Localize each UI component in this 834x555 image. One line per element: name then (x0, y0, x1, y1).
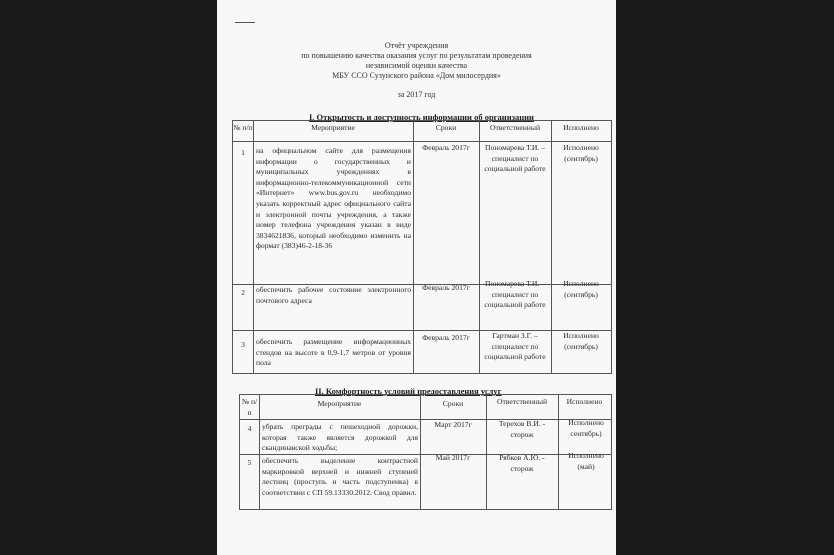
document-page (217, 0, 616, 555)
table-row-status: Исполнено (май) (568, 451, 604, 471)
table-row-responsible: Пономарева Т.И. – специалист по социальной работе (484, 279, 546, 310)
table-row-term: Март 2017г (434, 420, 472, 429)
table-row-event: на официальном сайте для размещения информации о государственных и муниципальных учреждениях в информационно-телекоммуникационной сети «Интернет» www.bus.gov.ru необходимо указать корректный адрес официального сайта и электронной почты учреждения, а также номер телефона учреждения указан в виде 3834621836, который необходимо изменить на формат (383)46-2-18-36 (256, 146, 411, 251)
col-done-header: Исполнено (566, 397, 603, 406)
section-1-table (232, 120, 612, 374)
table-row-term: Февраль 2017г (422, 283, 470, 292)
table-row-status: Исполнено (сентябрь) (563, 331, 599, 351)
table-row-responsible: Терехов В.И. - сторож (498, 419, 546, 439)
table-row-num: 5 (247, 458, 252, 467)
col-term-header: Сроки (442, 399, 464, 408)
table-row-responsible: Рябков А.Ю. - сторож (499, 453, 545, 473)
table-row-term: Май 2017г (435, 453, 471, 462)
table-row-status: Исполнено сентябрь) (568, 418, 604, 438)
table-row-event: обеспечить рабочее состояние электронного почтового адреса (256, 285, 411, 305)
table-row-term: Февраль 2017г (422, 333, 470, 342)
report-title: Отчёт учреждения (384, 41, 449, 50)
col-done-header: Исполнено (563, 123, 599, 132)
table-row-event: обеспечить размещение информационных стендов на высоте в 0,9-1,7 метров от уровня пола (256, 337, 411, 368)
col-event-header: Мероприятие (317, 399, 362, 408)
col-num-header: № п/п (233, 123, 253, 132)
table-row-event: убрать преграды с пешеходной дорожки, которая также является дорожкой для скандинавской ходьбы; (262, 422, 418, 453)
report-subtitle-2: независимой оценки качества (365, 61, 468, 70)
table-row-event: обеспечить выделение контрастной маркировкой верхней и нижней ступеней лестниц (проступь и часть подступенка) в соответствии с СП 59.13330.2012. Свод правил. (262, 456, 418, 497)
section-2-title: II. Комфортность условий предоставления услуг (315, 386, 502, 396)
table-row-num: 4 (247, 424, 252, 433)
report-year: за 2017 год (397, 90, 436, 99)
report-subtitle-1: по повышению качества оказания услуг по результатам проведения (301, 51, 532, 60)
table-row-num: 1 (241, 148, 245, 157)
col-event-header: Мероприятие (311, 123, 355, 132)
table-row-status: Исполнено (сентябрь) (563, 143, 599, 163)
table-row-num: 2 (241, 288, 245, 297)
table-row-responsible: Гартман З.Г. – специалист по социальной работе (484, 331, 546, 362)
col-term-header: Сроки (435, 123, 457, 132)
section-1-title: I. Открытость и доступность информации об организации (309, 112, 534, 122)
section-2-table (239, 394, 612, 510)
table-row-term: Февраль 2017г (422, 143, 470, 152)
table-row-status: Исполнено (сентябрь) (563, 279, 599, 299)
col-num-header: № п/п (241, 397, 258, 417)
col-resp-header: Ответственный (496, 397, 548, 406)
table-row-responsible: Пономарева Т.И. – специалист по социальной работе (484, 143, 546, 174)
corner-mark (235, 22, 255, 23)
col-resp-header: Ответственный (489, 123, 541, 132)
table-row-num: 3 (241, 340, 245, 349)
organization-name: МБУ ССО Сузунского района «Дом милосердия» (332, 71, 501, 80)
